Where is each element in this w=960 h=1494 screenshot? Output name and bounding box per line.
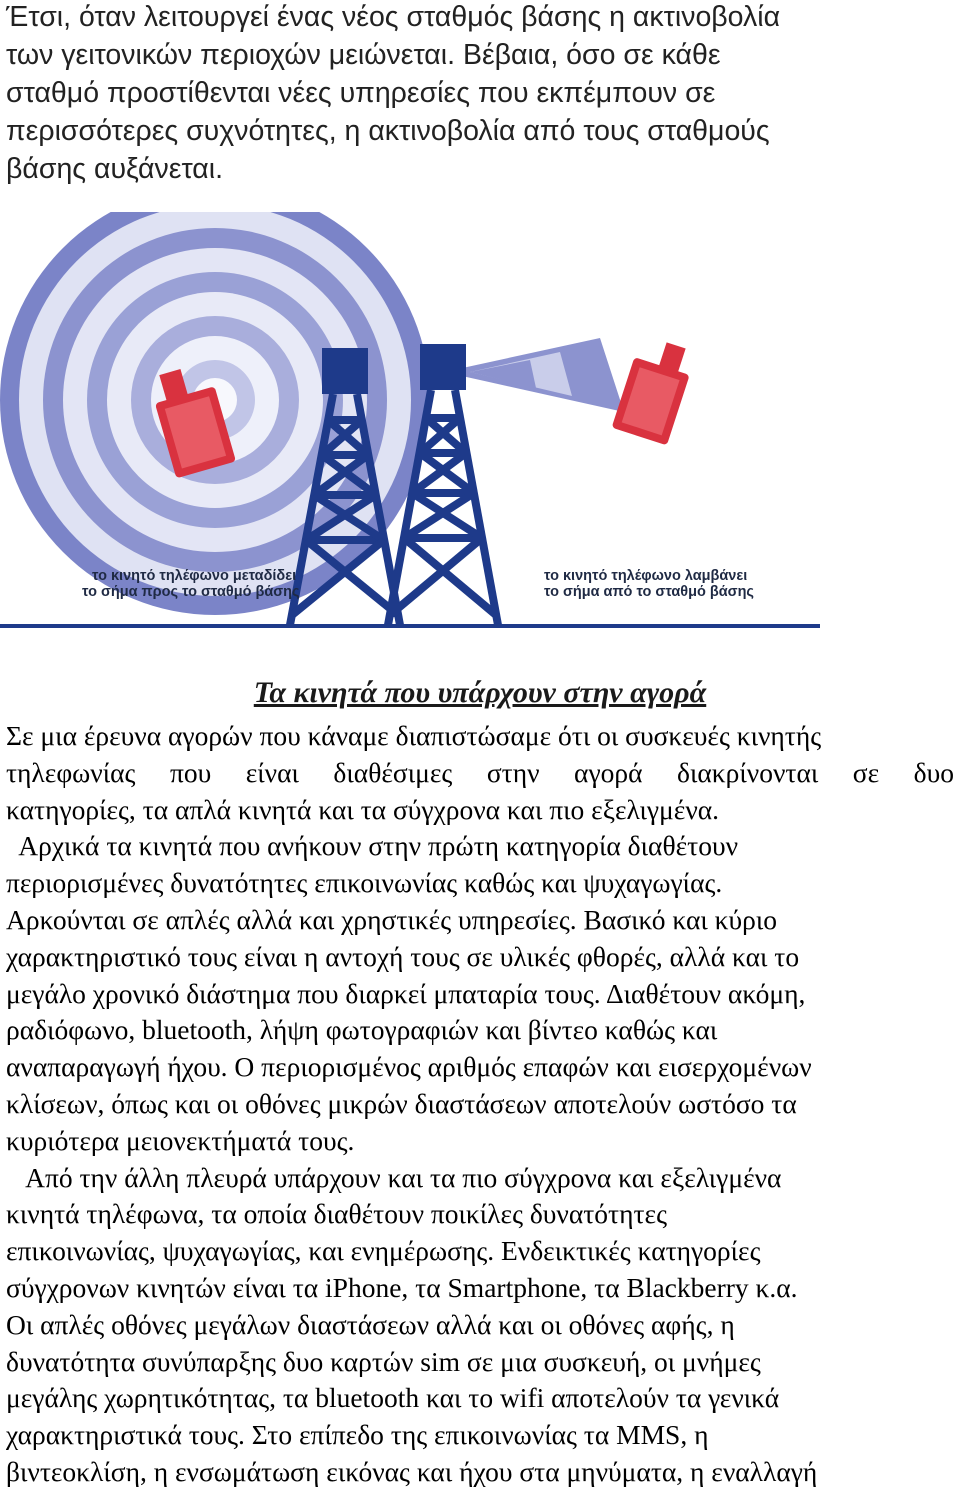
section-title: Τα κινητά που υπάρχουν στην αγορά xyxy=(253,676,707,709)
caption-right-line-1: το κινητό τηλέφωνο λαμβάνει xyxy=(544,568,748,584)
text-line: Αρχικά τα κινητά που ανήκουν στην πρώτη κατηγορία διαθέτουν xyxy=(6,830,739,862)
text-line: χαρακτηριστικά τους. Στο επίπεδο της επικοινωνίας τα MMS, η xyxy=(6,1419,709,1451)
text-line: μεγάλης χωρητικότητας, τα bluetooth και το wifi αποτελούν τα γενικά xyxy=(6,1382,780,1414)
text-line: χαρακτηριστικό τους είναι η αντοχή τους σε υλικές φθορές, αλλά και το xyxy=(6,940,800,972)
text-line: σταθμό προστίθενται νέες υπηρεσίες που εκπέμπουν σε xyxy=(6,77,716,109)
text-line: κυριότερα μειονεκτήματά τους. xyxy=(6,1124,355,1156)
caption-right-line-2: το σήμα από το σταθμό βάσης xyxy=(544,584,754,600)
body-text xyxy=(6,718,954,1491)
text-line: μεγάλο χρονικό διάστημα που διαρκεί μπαταρία τους. Διαθέτουν ακόμη, xyxy=(6,977,806,1009)
text-line: κατηγορίες, τα απλά κινητά και τα σύγχρονα και πιο εξελιγμένα. xyxy=(6,793,720,825)
text-line: των γειτονικών περιοχών μειώνεται. Βέβαια, όσο σε κάθε xyxy=(6,39,721,71)
caption-left-line-2: το σήμα προς το σταθμό βάσης xyxy=(82,584,300,600)
text-line: Σε μια έρευνα αγορών που κάναμε διαπιστώσαμε ότι οι συσκευές κινητής xyxy=(6,720,822,751)
text-line: περισσότερες συχνότητες, η ακτινοβολία από τους σταθμούς xyxy=(6,115,770,147)
text-line: κινητά τηλέφωνα, τα οποία διαθέτουν ποικίλες δυνατότητες xyxy=(6,1198,667,1230)
text-line: ραδιόφωνο, bluetooth, λήψη φωτογραφιών και βίντεο καθώς και xyxy=(6,1014,718,1046)
text-line: τηλεφωνίας που είναι διαθέσιμες στην αγορά διακρίνονται σε δυο xyxy=(6,756,954,788)
text-line: δυνατότητα συνύπαρξης δυο καρτών sim σε μια συσκευή, οι μνήμες xyxy=(6,1345,761,1377)
text-line: επικοινωνίας, ψυχαγωγίας, και ενημέρωσης. Ενδεικτικές κατηγορίες xyxy=(6,1235,761,1267)
text-line: Αρκούνται σε απλές αλλά και χρηστικές υπηρεσίες. Βασικό και κύριο xyxy=(6,903,778,935)
base-station-illustration xyxy=(0,212,960,632)
text-line: σύγχρονων κινητών είναι τα iPhone, τα Smartphone, τα Blackberry κ.α. xyxy=(6,1271,798,1303)
text-line: βάσης αυξάνεται. xyxy=(6,153,224,185)
phone-icon-right xyxy=(612,334,697,445)
text-line: βιντεοκλίση, η ενσωμάτωση εικόνας και ήχου στα μηνύματα, η εναλλαγή xyxy=(6,1455,818,1487)
caption-left-line-1: το κινητό τηλέφωνο μεταδίδει xyxy=(92,568,297,584)
text-line: περιορισμένες δυνατότητες επικοινωνίας καθώς και ψυχαγωγίας. xyxy=(6,867,723,899)
text-line: αναπαραγωγή ήχου. Ο περιορισμένος αριθμός επαφών και εισερχομένων xyxy=(6,1051,812,1083)
text-line: Έτσι, όταν λειτουργεί ένας νέος σταθμός βάσης η ακτινοβολία xyxy=(6,1,781,33)
text-line: κλίσεων, όπως και οι οθόνες μικρών διαστάσεων αποτελούν ωστόσο τα xyxy=(6,1087,797,1119)
text-line: Από την άλλη πλευρά υπάρχουν και τα πιο σύγχρονα και εξελιγμένα xyxy=(6,1161,782,1193)
intro-paragraph xyxy=(6,0,954,188)
text-line: Οι απλές οθόνες μεγάλων διαστάσεων αλλά και οι οθόνες αφής, η xyxy=(6,1308,735,1340)
